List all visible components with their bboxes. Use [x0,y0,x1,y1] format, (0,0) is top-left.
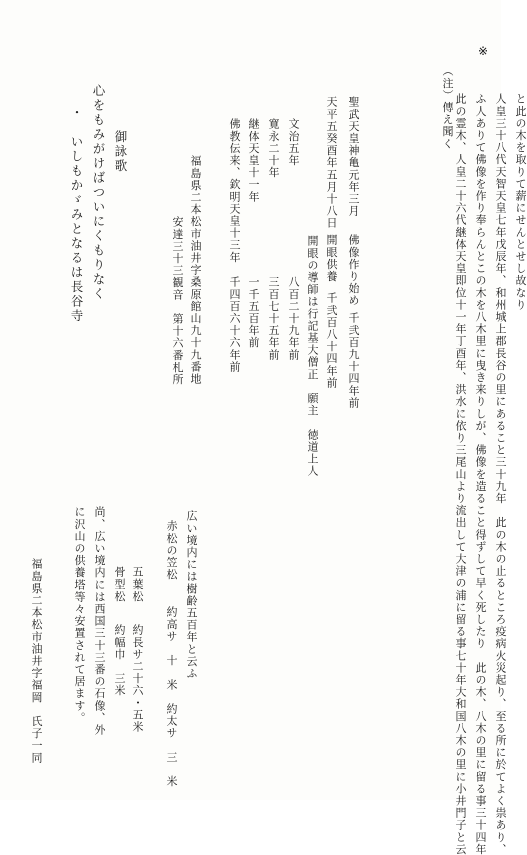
tree-goyomatsu-spec: 約長サ二十六・五米 [131,624,144,733]
body-line-2: ふ人ありて佛像を作り奉らんとこの木を八木里に曳き来りしが、佛像を造ること得ずして早く死したり 此の木、八木の里に留る事三十四年 [474,93,487,855]
tree-goyomatsu-name: 五葉松 [131,566,144,603]
era-bunji: 文治五年 [287,118,300,167]
address-line-1: 福島県二本松市油井字桑原館山九十九番地 [189,155,202,385]
ago-1466: 千四百六十六年前 [228,276,241,373]
era-keitai: 継体天皇十一年 [247,118,260,203]
body-line-3: 人皇三十八代天智天皇七年戊辰年、和州城上郡長谷の里にあること三十九年 此の木の止るところ疫病火災起り、至る所に於てよく祟あり、 [494,93,507,855]
note-mark: ※ [477,44,489,58]
era-shomu: 聖武天皇神亀元年三月 [347,96,360,217]
heading: （注）傳え聞く [441,65,454,150]
ago-1294: 千弐百九十四年前 [347,312,360,409]
ago-1284: 千弐百八十四年前 [325,292,338,389]
trees-note-1: 尚、広い境内には西国三十三番の石像、外 [93,506,106,736]
footer-credit: 福島県二本松市油井字福岡 氏子一同 [30,558,43,764]
era-kinmei: 佛教伝来、欽明天皇十三年 [228,118,241,264]
ago-829: 八百二十九年前 [287,276,300,361]
event-kaigen: 開眼供養 [325,234,338,283]
tree-kasamatsu-name: 赤松の笠松 [165,520,178,581]
address-line-2: 安達三十三観音 第十六番札所 [171,216,184,386]
ago-375: 三百七十五年前 [267,276,280,361]
body-line-1: 此の霊木、人皇二十六代継体天皇即位十一年丁酉年、洪水に依り三尾山より流出して大津の浦に留る事七十年大和国八木の里に小井門子と云 [454,93,467,855]
poem-title: 御詠歌 [113,130,128,174]
tree-kasamatsu-spec: 約高サ 十 米 約太サ 三 米 [165,606,178,788]
era-kanei: 寛永二十年 [267,118,280,179]
ago-1500: 一千五百年前 [247,276,260,349]
body-line-4: と此の木を取りて薪にせんとせし故なり [514,93,527,311]
tree-honegata-name: 骨型松 [113,566,126,603]
event-statue: 佛像作り始め [347,234,360,307]
poem-line-1: 心をもみがけばついにくもりなく [91,84,106,302]
era-tenpyo: 天平五癸酉年五月十八日 [325,96,338,230]
poem-line-2: ・ いしもかゞみとなるは長谷寺 [69,106,84,324]
kaigen-detail: 開眼の導師は行記基大僧正 願主 徳道上人 [306,235,319,477]
tree-honegata-spec: 約幅巾 三米 [113,624,126,697]
trees-intro: 広い境内には樹齢五百年と云ふ [185,510,198,680]
trees-note-2: に沢山の供養塔等々安置されて居ます。 [73,506,86,724]
